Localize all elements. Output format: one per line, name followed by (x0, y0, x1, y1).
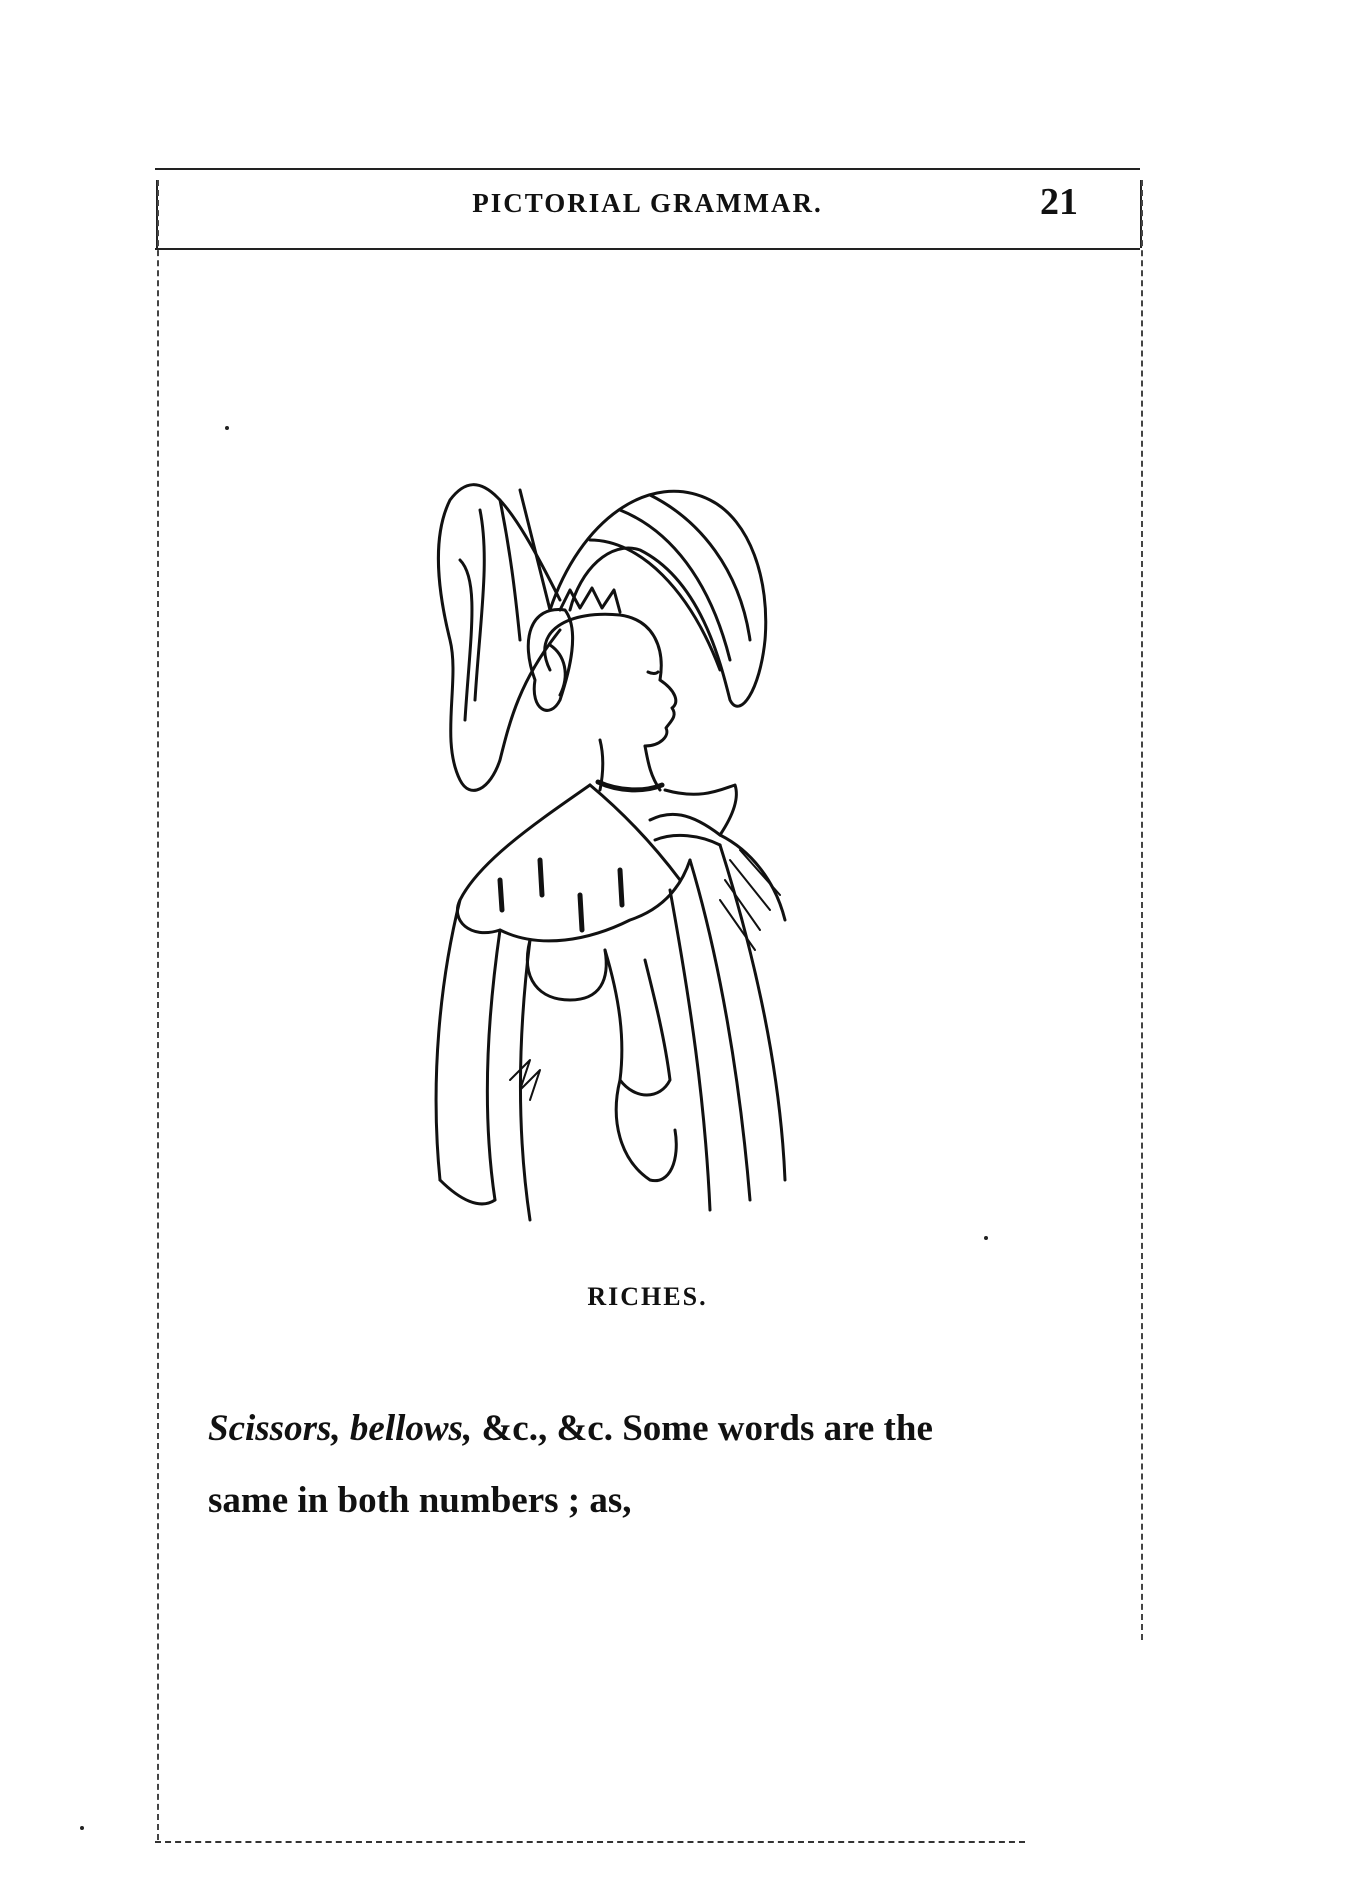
page-number: 21 (1040, 181, 1078, 223)
header-divider-rule (155, 248, 1140, 250)
example-word-bellows: bellows, (349, 1408, 473, 1449)
figure-caption: RICHES. (587, 1282, 708, 1311)
body-line-1 (208, 1393, 1088, 1465)
body-line-1-rest: &c., &c. Some words are the (481, 1408, 933, 1449)
body-paragraph (208, 1393, 1088, 1537)
body-line-2: same in both numbers ; as, (208, 1480, 632, 1521)
example-word-scissors: Scissors, (208, 1408, 341, 1449)
running-title: PICTORIAL GRAMMAR. (472, 188, 823, 218)
print-speck (225, 426, 229, 430)
riches-illustration (420, 440, 890, 1240)
print-speck (80, 1826, 84, 1830)
frame-top-rule (155, 168, 1140, 170)
frame-right-edge (1141, 180, 1143, 1640)
frame-bottom-rule (155, 1841, 1025, 1843)
print-speck (984, 1236, 988, 1240)
frame-left-edge (157, 180, 159, 1840)
